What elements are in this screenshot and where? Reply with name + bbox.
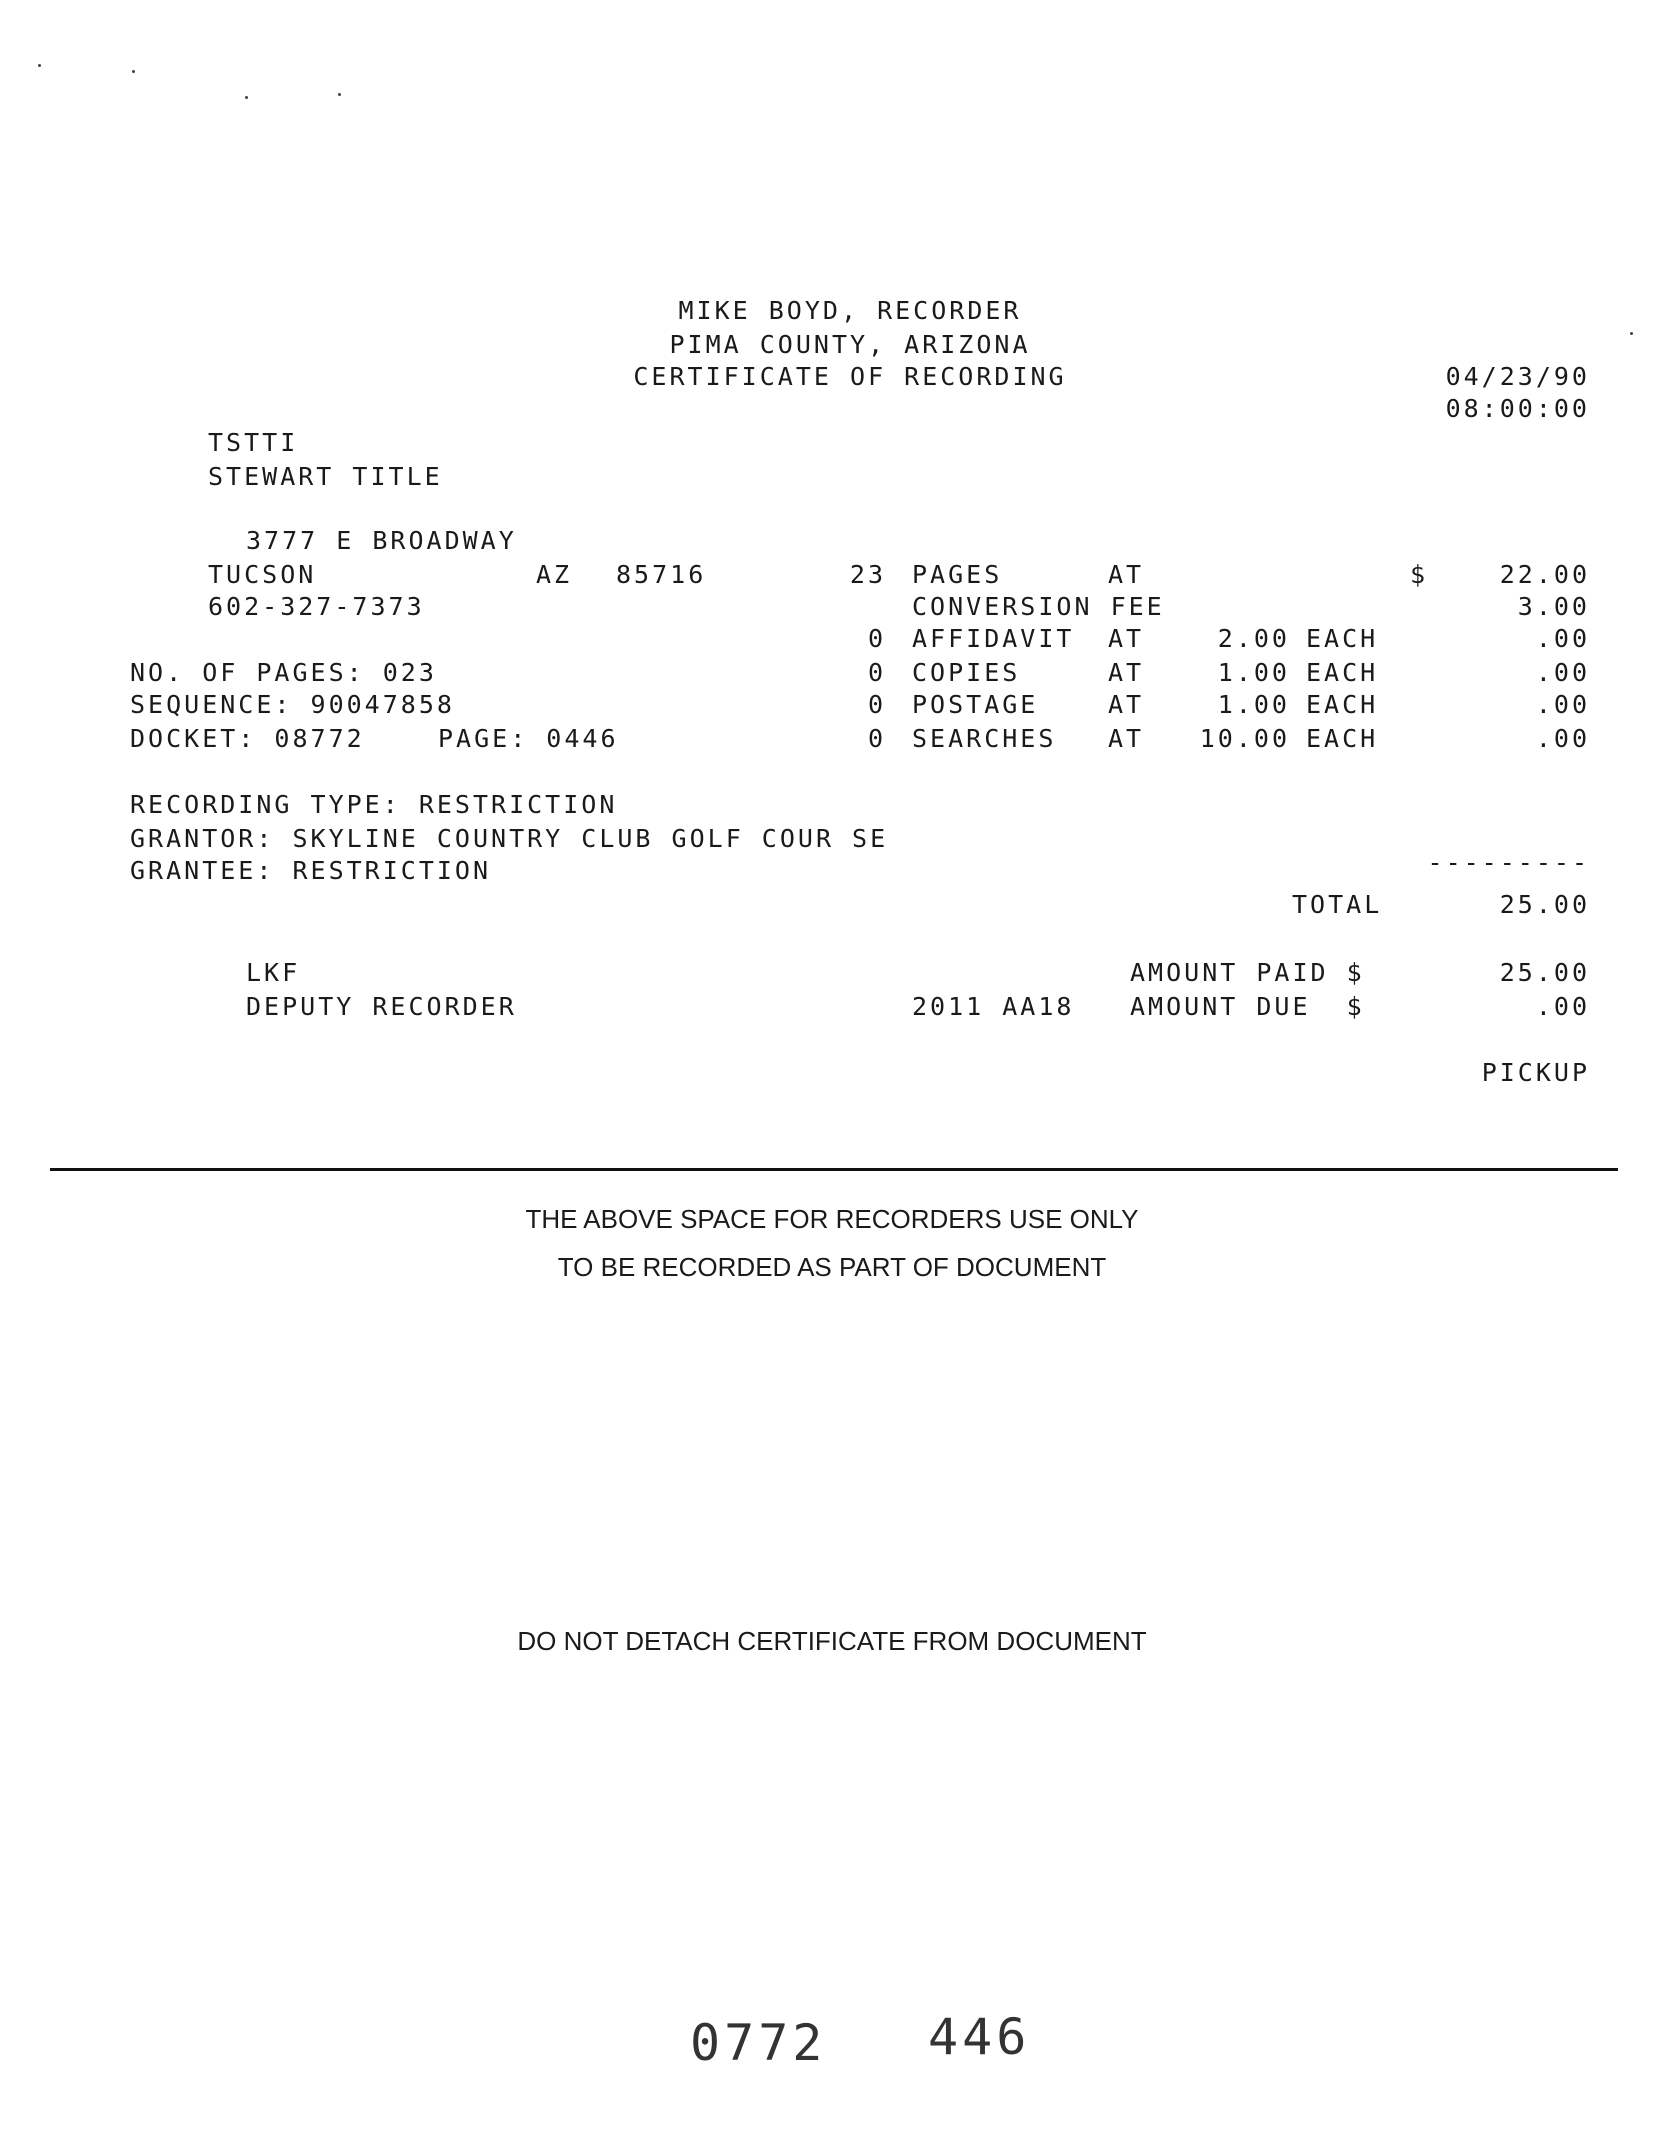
fee-at: AT [1108,560,1145,589]
page-number: PAGE: 0446 [438,724,619,753]
stamp-page: 446 [928,2008,1031,2066]
fee-amount: .00 [1535,690,1590,719]
recording-date: 04/23/90 [1445,362,1590,391]
recording-type: RECORDING TYPE: RESTRICTION [130,790,618,819]
scan-speck [38,64,41,67]
amount-due-value: .00 [1535,992,1590,1021]
sequence-number: SEQUENCE: 90047858 [130,690,455,719]
customer-city: TUCSON [208,560,317,589]
fee-qty: 0 [867,658,886,687]
divider-rule [50,1168,1618,1171]
fee-qty: 0 [867,624,886,653]
fee-each: EACH [1306,690,1379,719]
scan-speck [245,96,248,99]
customer-street: 3777 E BROADWAY [246,526,517,555]
fee-rate: 2.00 [1217,624,1290,653]
total-value: 25.00 [1499,890,1590,919]
scan-speck [132,70,135,73]
fee-dollar: $ [1410,560,1429,589]
fee-amount: .00 [1535,724,1590,753]
register-code: 2011 AA18 [912,992,1075,1021]
fee-rate: 1.00 [1217,658,1290,687]
recorder-name: MIKE BOYD, RECORDER [678,296,1022,325]
fee-qty: 0 [867,724,886,753]
grantor: GRANTOR: SKYLINE COUNTRY CLUB GOLF COUR SE [130,824,889,853]
fee-at: AT [1108,724,1145,753]
total-label: TOTAL [1292,890,1383,919]
fee-item: AFFIDAVIT [912,624,1075,653]
fee-rate: 10.00 [1199,724,1290,753]
fee-item: CONVERSION FEE [912,592,1165,621]
detach-warning: DO NOT DETACH CERTIFICATE FROM DOCUMENT [517,1626,1147,1656]
fee-amount: 3.00 [1517,592,1590,621]
amount-due-label: AMOUNT DUE $ [1130,992,1365,1021]
fee-qty: 0 [867,690,886,719]
fee-amount: 22.00 [1499,560,1590,589]
county-name: PIMA COUNTY, ARIZONA [669,330,1031,359]
fee-at: AT [1108,690,1145,719]
customer-code: TSTTI [208,428,299,457]
no-of-pages: NO. OF PAGES: 023 [130,658,437,687]
scan-speck [1630,332,1633,335]
recorders-use-notice: THE ABOVE SPACE FOR RECORDERS USE ONLY [525,1204,1139,1234]
customer-name: STEWART TITLE [208,462,443,491]
fee-each: EACH [1306,724,1379,753]
total-dashes: --------- [1427,848,1590,877]
fee-rate: 1.00 [1217,690,1290,719]
amount-paid-value: 25.00 [1499,958,1590,987]
customer-state: AZ [536,560,573,589]
fee-item: SEARCHES [912,724,1057,753]
fee-at: AT [1108,658,1145,687]
amount-paid-label: AMOUNT PAID $ [1130,958,1365,987]
fee-item: POSTAGE [912,690,1039,719]
fee-amount: .00 [1535,658,1590,687]
fee-at: AT [1108,624,1145,653]
pickup-note: PICKUP [1481,1058,1590,1087]
recorded-part-notice: TO BE RECORDED AS PART OF DOCUMENT [557,1252,1107,1282]
grantee: GRANTEE: RESTRICTION [130,856,492,885]
customer-phone: 602-327-7373 [208,592,425,621]
fee-item: COPIES [912,658,1021,687]
deputy-initials: LKF [246,958,301,987]
fee-qty: 23 [849,560,886,589]
scan-speck [338,93,341,96]
docket-number: DOCKET: 08772 [130,724,365,753]
recording-time: 08:00:00 [1445,394,1590,423]
fee-each: EACH [1306,658,1379,687]
fee-each: EACH [1306,624,1379,653]
deputy-title: DEPUTY RECORDER [246,992,517,1021]
fee-item: PAGES [912,560,1003,589]
certificate-title: CERTIFICATE OF RECORDING [633,362,1067,391]
fee-amount: .00 [1535,624,1590,653]
customer-zip: 85716 [616,560,707,589]
stamp-docket: 0772 [690,2014,827,2072]
